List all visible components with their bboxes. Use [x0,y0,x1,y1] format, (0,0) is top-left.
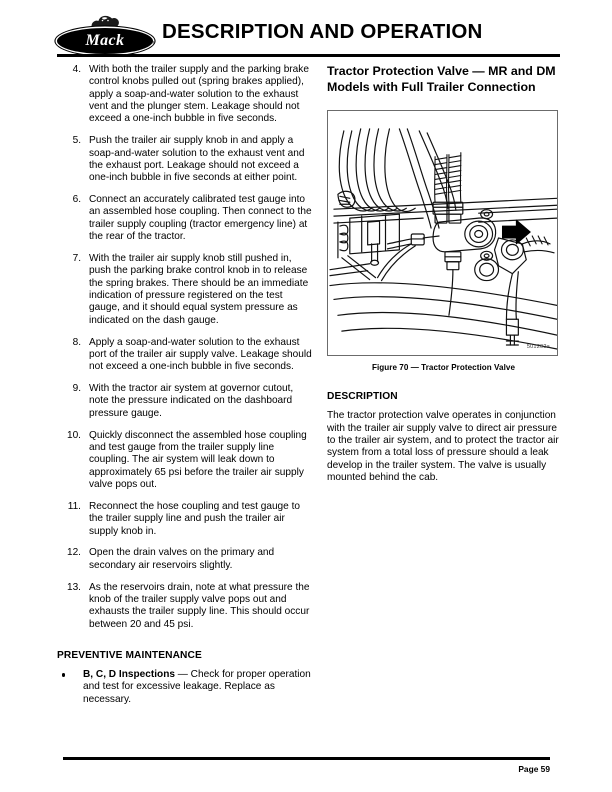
procedure-list [57,64,312,631]
description-text: The tractor protection valve operates in conjunction with the trailer air supply valve to direct air pressure to the trailer air system, and to protect the tractor air system from a total loss of pressure should a leak develop in the trailer system. The valve is usually mounted behind the cab. [327,410,559,483]
page-header [0,0,612,58]
step-number: 8. [72,336,81,348]
step-text: Quickly disconnect the assembled hose coupling and test gauge from the trailer supply line coupling. The air system will leak down to approximately 65 psi before the trailer air supply valve pops out. [89,429,307,490]
step-number: 11. [67,500,81,512]
step-number: 9. [72,383,81,395]
footer-divider [63,757,550,760]
list-item [57,64,312,126]
step-number: 12. [66,547,81,559]
list-item [57,383,312,420]
step-number: 5. [72,135,81,147]
left-column [57,64,312,706]
step-number: 13. [66,581,81,593]
figure-image [327,110,558,356]
inspection-description: — Check for proper operation and test for excessive leakage. Replace as necessary. [83,668,311,705]
step-text: Push the trailer air supply knob in and apply a soap-and-water solution to the exhaust vent and the exhaust port. Leakage should not exceed a one-inch bubble in five seconds at either point. [89,135,305,184]
step-number: 10. [66,429,81,441]
description-heading: DESCRIPTION [327,391,398,403]
figure-id-code: 501202a [526,344,550,351]
registered-trademark-symbol: ® [152,40,155,45]
step-text: As the reservoirs drain, note at what pressure the knob of the trailer supply valve pops out and exhausts the trailer supply line. This should occur between 20 and 45 psi. [89,581,310,630]
right-column [327,64,560,484]
list-item [57,547,312,572]
mack-logo [57,14,153,54]
preventive-maintenance-heading: PREVENTIVE MAINTENANCE [57,649,202,661]
logo-wordmark: Mack [85,32,125,49]
header-divider [57,54,560,57]
step-text: With the tractor air system at governor cutout, note the pressure indicated on the dashboard pressure gauge. [89,383,294,419]
list-item [57,501,312,538]
step-text: Apply a soap-and-water solution to the exhaust port of the trailer air supply valve. Leakage should not exceed a one-inch bubble in five seconds. [89,336,312,373]
step-text: With both the trailer supply and the parking brake control knobs pulled out (spring brakes applied), apply a soap-and-water solution to the exhaust vent and the plunger stem. Leakage should not exceed a one-inch bubble in five seconds. [89,64,309,125]
step-text: With the trailer air supply knob still pushed in, push the parking brake control knob in to release the spring brakes. There should be an immediate indication of pressure registered on the test gauge, and it should equal system pressure as indicated on the dash gauge. [89,252,309,326]
list-item [57,253,312,327]
maintenance-bullet-list [57,669,312,706]
list-item [57,669,312,706]
list-item [57,135,312,184]
page-title: DESCRIPTION AND OPERATION [162,20,483,43]
list-item [57,194,312,243]
figure-caption: Figure 70 — Tractor Protection Valve [371,363,516,373]
list-item [57,337,312,374]
page-number: Page 59 [518,764,550,774]
step-number: 7. [72,252,81,264]
step-text: Open the drain valves on the primary and secondary air reservoirs slightly. [89,547,275,571]
bullet-point-icon [62,673,65,676]
step-text: Connect an accurately calibrated test gauge into an assembled hose coupling. Then connect to the trailer supply coupling (tractor emergency line) at the rear of the tractor. [89,194,312,243]
list-item [57,582,312,631]
inspection-label: B, C, D Inspections [83,668,175,680]
step-number: 4. [72,64,81,75]
list-item [57,430,312,492]
figure-block [327,110,560,372]
topic-heading: Tractor Protection Valve — MR and DM Models with Full Trailer Connection [327,64,556,94]
step-text: Reconnect the hose coupling and test gauge to the trailer supply line and push the trailer air supply knob in. [89,500,301,537]
step-number: 6. [72,194,81,206]
